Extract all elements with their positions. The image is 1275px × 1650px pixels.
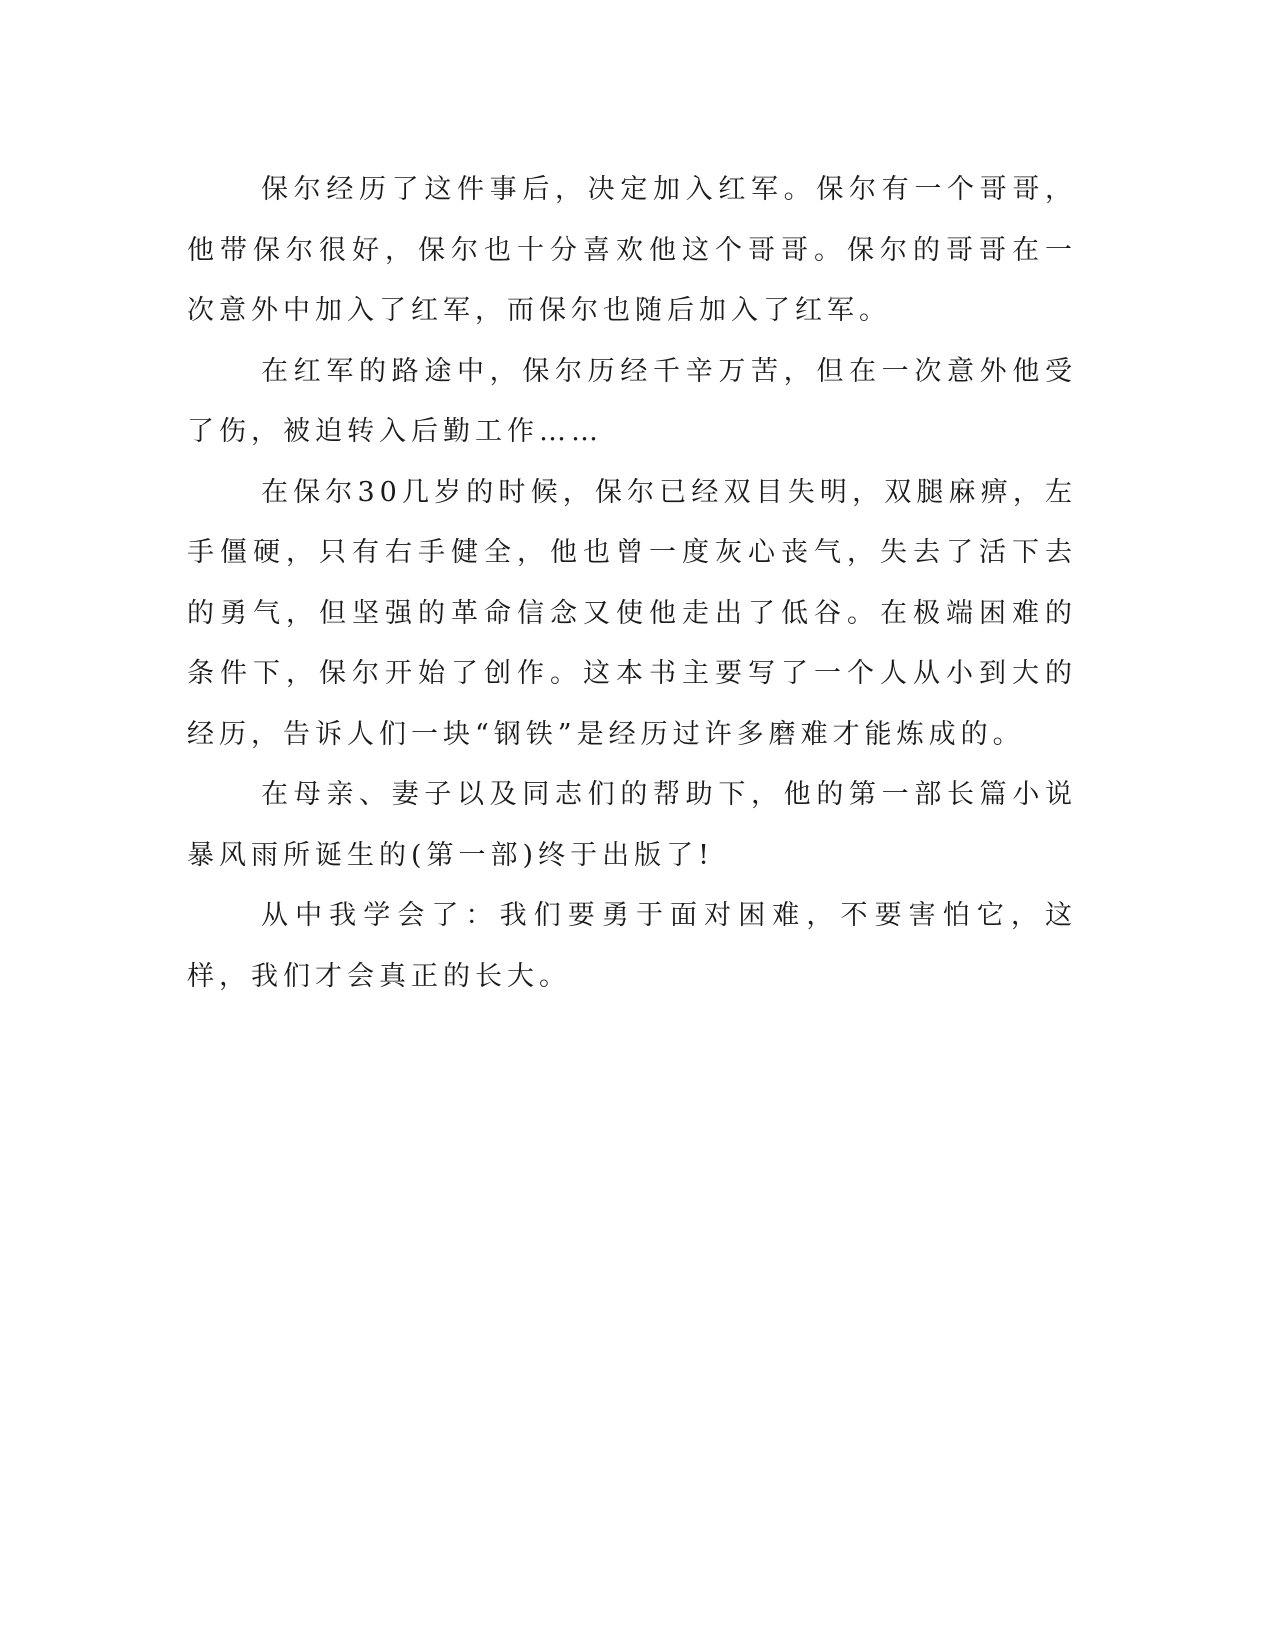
paragraph-2: 在红军的路途中，保尔历经千辛万苦，但在一次意外他受了伤，被迫转入后勤工作…… [187, 355, 1077, 447]
paragraph-1: 保尔经历了这件事后，决定加入红军。保尔有一个哥哥，他带保尔很好，保尔也十分喜欢他这个哥哥。保尔的哥哥在一次意外中加入了红军，而保尔也随后加入了红军。 [187, 174, 1077, 326]
document-body [187, 160, 1077, 1007]
paragraph-4: 在母亲、妻子以及同志们的帮助下，他的第一部长篇小说暴风雨所诞生的(第一部)终于出版了! [187, 779, 1077, 871]
paragraph-3: 在保尔30几岁的时候，保尔已经双目失明，双腿麻痹，左手僵硬，只有右手健全，他也曾一度灰心丧气，失去了活下去的勇气，但坚强的革命信念又使他走出了低谷。在极端困难的条件下，保尔开始了创作。这本书主要写了一个人从小到大的经历，告诉人们一块“钢铁”是经历过许多磨难才能炼成的。 [187, 476, 1077, 750]
paragraph-5: 从中我学会了：我们要勇于面对困难，不要害怕它，这样，我们才会真正的长大。 [187, 900, 1077, 992]
